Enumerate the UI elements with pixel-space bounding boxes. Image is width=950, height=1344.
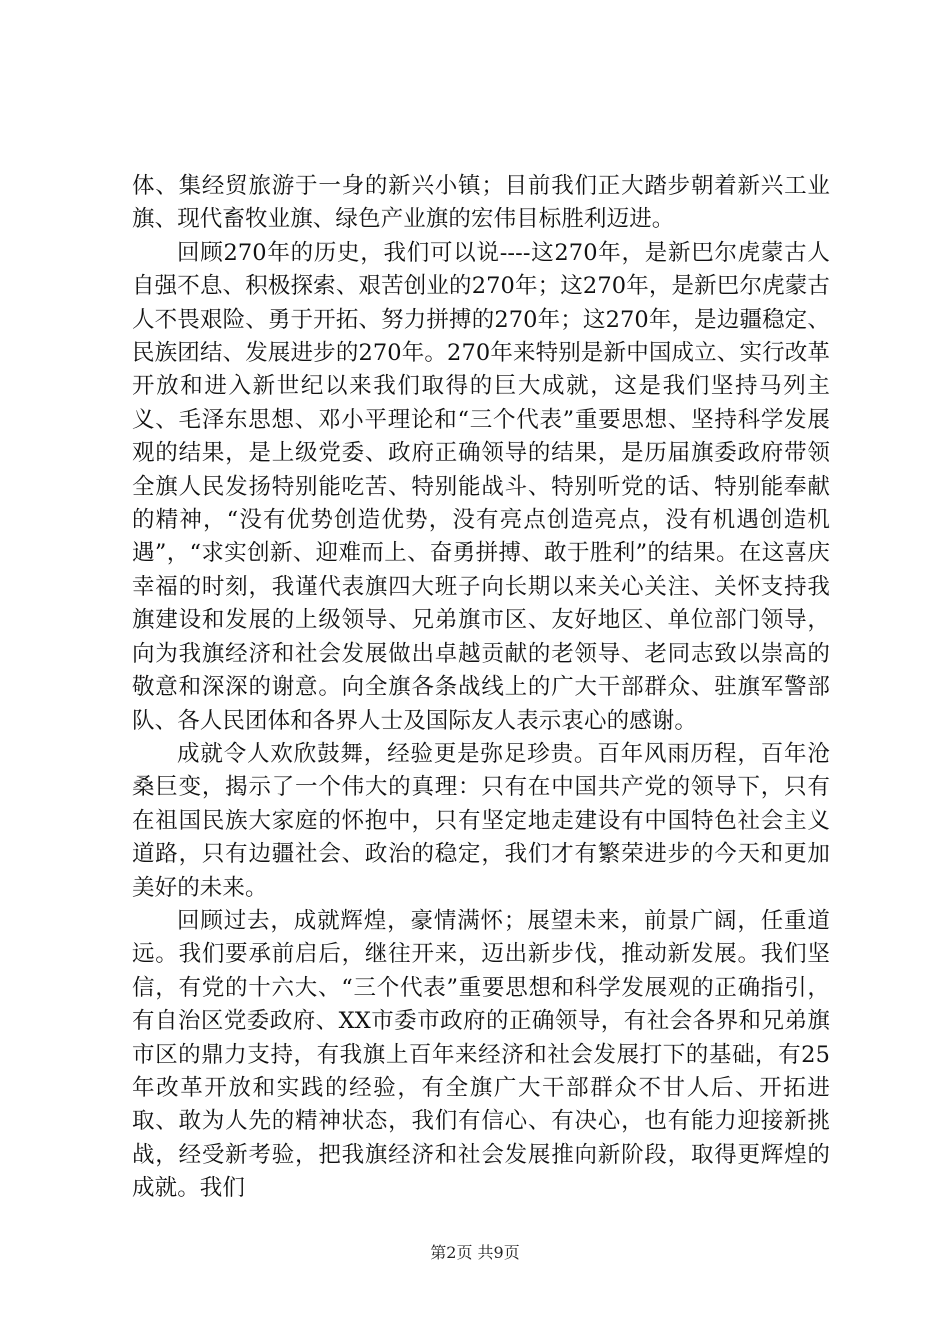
page-number-footer: 第2页 共9页 bbox=[430, 1243, 520, 1262]
paragraph-4: 回顾过去，成就辉煌，豪情满怀；展望未来，前景广阔，任重道远。我们要承前启后，继往开来，迈出新步伐，推动新发展。我们坚信，有党的十六大、“三个代表”重要思想和科学发展观的正确指引，有自治区党委政府、XX市委市政府的正确领导，有社会各界和兄弟旗市区的鼎力支持，有我旗上百年来经济和社会发展打下的基础，有25年改革开放和实践的经验，有全旗广大干部群众不甘人后、开拓进取、敢为人先的精神状态，我们有信心、有决心，也有能力迎接新挑战，经受新考验，把我旗经济和社会发展推向新阶段，取得更辉煌的成就。我们 bbox=[132, 907, 830, 1202]
document-body bbox=[132, 170, 830, 1206]
paragraph-1: 体、集经贸旅游于一身的新兴小镇；目前我们正大踏步朝着新兴工业旗、现代畜牧业旗、绿色产业旗的宏伟目标胜利迈进。 bbox=[132, 173, 830, 233]
paragraph-3: 成就令人欢欣鼓舞，经验更是弥足珍贵。百年风雨历程，百年沧桑巨变，揭示了一个伟大的真理：只有在中国共产党的领导下，只有在祖国民族大家庭的怀抱中，只有坚定地走建设有中国特色社会主义道路，只有边疆社会、政治的稳定，我们才有繁荣进步的今天和更加美好的未来。 bbox=[132, 740, 830, 901]
paragraph-2: 回顾270年的历史，我们可以说----这270年，是新巴尔虎蒙古人自强不息、积极探索、艰苦创业的270年；这270年，是新巴尔虎蒙古人不畏艰险、勇于开拓、努力拼搏的270年；这270年，是边疆稳定、民族团结、发展进步的270年。270年来特别是新中国成立、实行改革开放和进入新世纪以来我们取得的巨大成就，这是我们坚持马列主义、毛泽东思想、邓小平理论和“三个代表”重要思想、坚持科学发展观的结果，是上级党委、政府正确领导的结果，是历届旗委政府带领全旗人民发扬特别能吃苦、特别能战斗、特别听党的话、特别能奉献的精神，“没有优势创造优势，没有亮点创造亮点，没有机遇创造机遇”，“求实创新、迎难而上、奋勇拼搏、敢于胜利”的结果。在这喜庆幸福的时刻，我谨代表旗四大班子向长期以来关心关注、关怀支持我旗建设和发展的上级领导、兄弟旗市区、友好地区、单位部门领导，向为我旗经济和社会发展做出卓越贡献的老领导、老同志致以崇高的敬意和深深的谢意。向全旗各条战线上的广大干部群众、驻旗军警部队、各人民团体和各界人士及国际友人表示衷心的感谢。 bbox=[132, 239, 830, 734]
